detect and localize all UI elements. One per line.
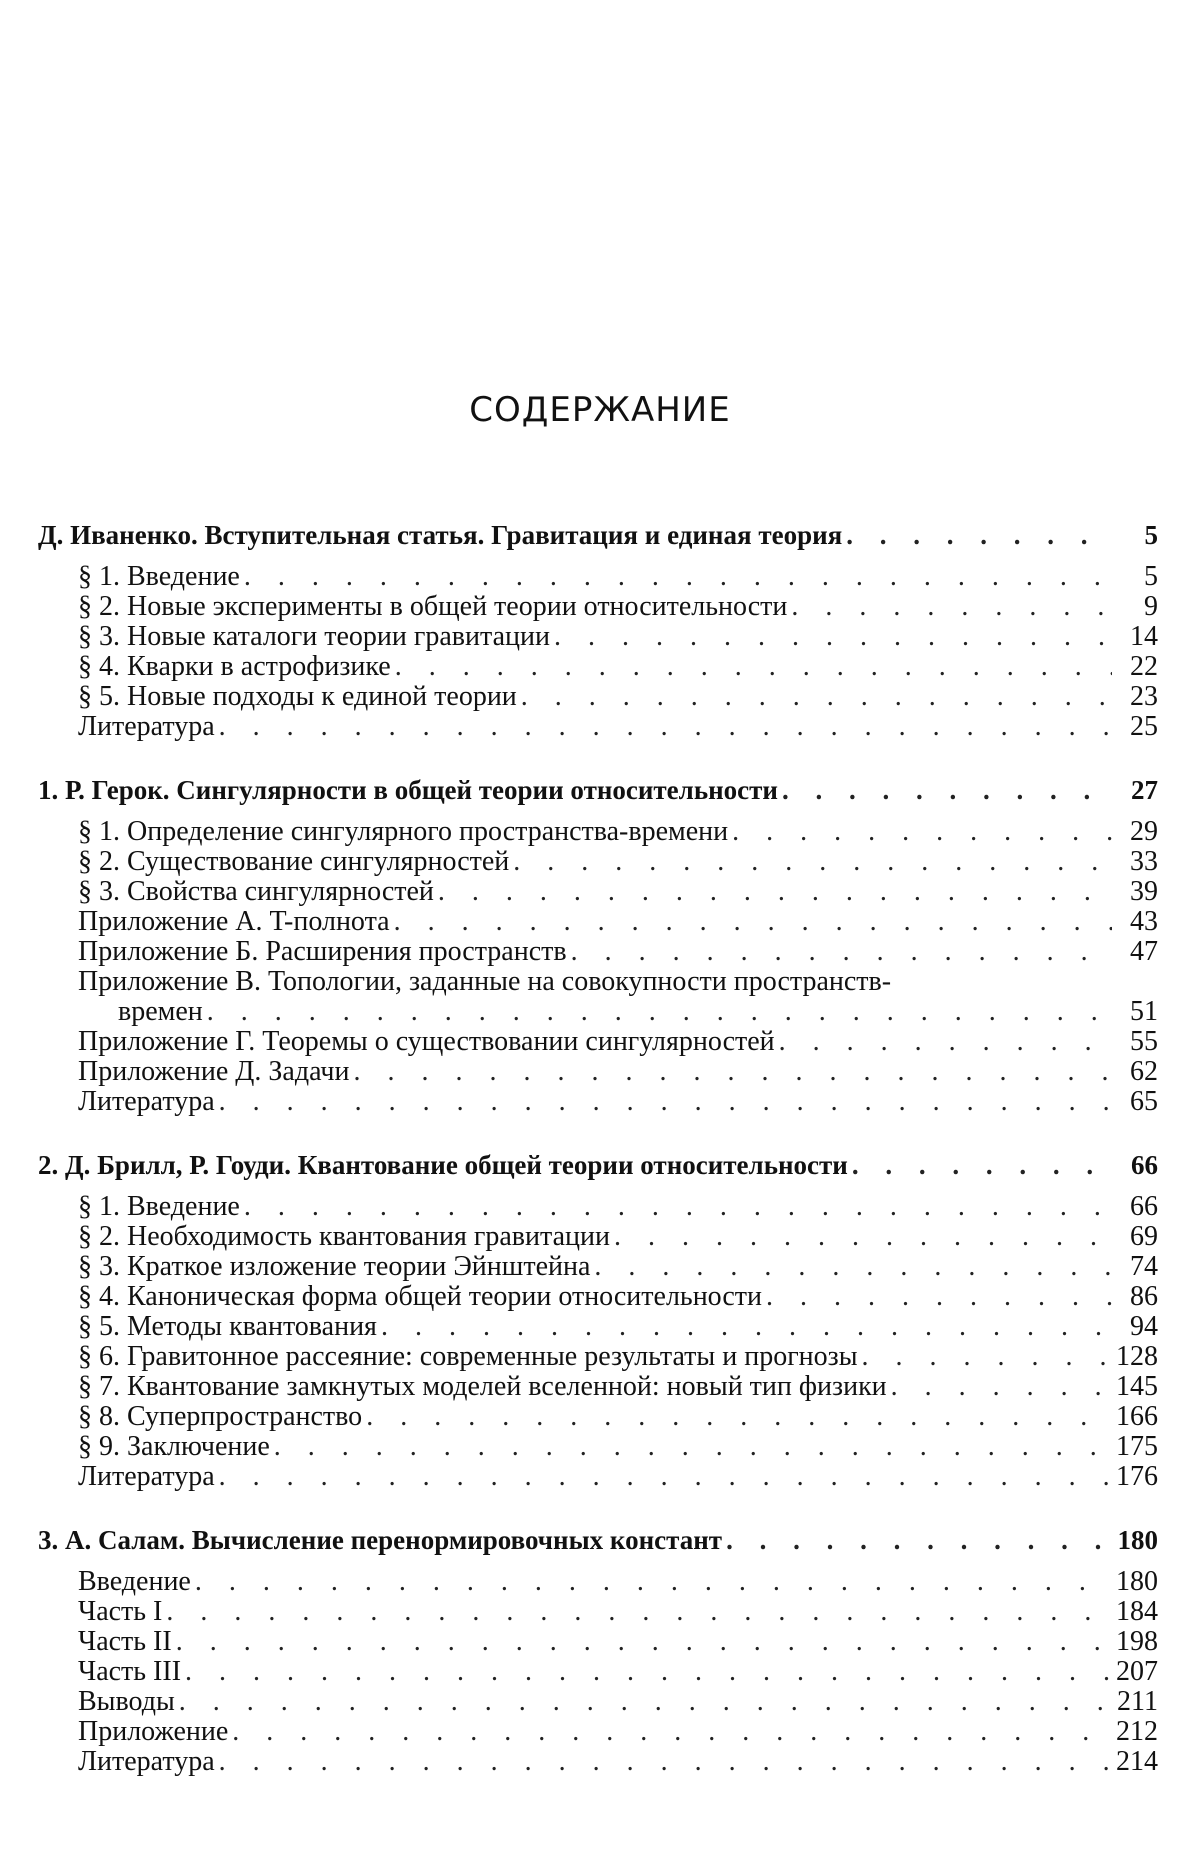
- entry-label: Введение: [78, 1566, 191, 1597]
- toc-entry: [78, 682, 1158, 712]
- toc-entry: [78, 1747, 1158, 1777]
- section-heading: [38, 775, 1158, 805]
- entry-label: § 3. Новые каталоги теории гравитации: [78, 621, 550, 652]
- entry-page-number: 66: [1130, 1191, 1158, 1222]
- table-of-contents: [38, 520, 1158, 1810]
- dot-leader: [353, 1057, 1112, 1087]
- entry-page-number: 211: [1117, 1686, 1158, 1717]
- section-heading: [38, 520, 1158, 550]
- toc-entry: [78, 847, 1158, 877]
- dot-leader: [779, 1027, 1112, 1057]
- entry-label: Приложение А. T-полнота: [78, 906, 390, 937]
- toc-entry: [78, 1372, 1158, 1402]
- dot-leader: [219, 1087, 1112, 1117]
- entry-label: § 1. Введение: [78, 1191, 240, 1222]
- toc-section: [38, 1150, 1158, 1492]
- entry-label: § 5. Методы квантования: [78, 1311, 377, 1342]
- entry-page-number: 29: [1130, 816, 1158, 847]
- dot-leader: [219, 1462, 1112, 1492]
- toc-section: [38, 1525, 1158, 1777]
- toc-entry: [78, 1597, 1158, 1627]
- toc-entry: [78, 592, 1158, 622]
- toc-entry: [78, 1402, 1158, 1432]
- entry-page-number: 74: [1130, 1251, 1158, 1282]
- dot-leader: [846, 520, 1112, 550]
- entry-label: Часть II: [78, 1626, 172, 1657]
- entry-label: § 2. Новые эксперименты в общей теории относительности: [78, 591, 788, 622]
- entry-label: § 7. Квантование замкнутых моделей вселенной: новый тип физики: [78, 1371, 887, 1402]
- dot-leader: [732, 817, 1112, 847]
- entry-page-number: 128: [1116, 1341, 1158, 1372]
- toc-entry: [78, 1057, 1158, 1087]
- entry-page-number: 180: [1116, 1566, 1158, 1597]
- section-entries: [78, 1567, 1158, 1777]
- toc-entry: [78, 1192, 1158, 1222]
- entry-label: Литература: [78, 1086, 215, 1117]
- toc-entry: [78, 1657, 1158, 1687]
- entry-label: Литература: [78, 1746, 215, 1777]
- entry-label-continuation: времен: [118, 996, 203, 1027]
- toc-entry: [78, 817, 1158, 847]
- section-entries: [78, 562, 1158, 742]
- entry-label: § 5. Новые подходы к единой теории: [78, 681, 517, 712]
- entry-page-number: 51: [1130, 996, 1158, 1027]
- entry-label: § 4. Каноническая форма общей теории относительности: [78, 1281, 763, 1312]
- entry-page-number: 47: [1130, 936, 1158, 967]
- toc-section: [38, 775, 1158, 1117]
- entry-page-number: 94: [1130, 1311, 1158, 1342]
- entry-label: § 2. Существование сингулярностей: [78, 846, 510, 877]
- entry-label: Приложение: [78, 1716, 229, 1747]
- toc-entry: [78, 652, 1158, 682]
- toc-entry: [78, 1027, 1158, 1057]
- entry-page-number: 207: [1116, 1656, 1158, 1687]
- dot-leader: [614, 1222, 1112, 1252]
- dot-leader: [521, 682, 1112, 712]
- toc-entry: [78, 877, 1158, 907]
- section-heading: [38, 1150, 1158, 1180]
- entry-label: § 4. Кварки в астрофизике: [78, 651, 391, 682]
- dot-leader: [891, 1372, 1112, 1402]
- toc-entry: [78, 1717, 1158, 1747]
- section-heading-label: 1. Р. Герок. Сингулярности в общей теории относительности: [38, 775, 778, 805]
- dot-leader: [594, 1252, 1112, 1282]
- entry-page-number: 184: [1116, 1596, 1158, 1627]
- dot-leader: [185, 1657, 1112, 1687]
- entry-label: Выводы: [78, 1686, 175, 1717]
- toc-entry: [78, 1567, 1158, 1597]
- toc-entry-continuation: [78, 997, 1158, 1027]
- section-heading-label: Д. Иваненко. Вступительная статья. Гравитация и единая теория: [38, 520, 843, 550]
- entry-label: Литература: [78, 1461, 215, 1492]
- entry-page-number: 39: [1130, 876, 1158, 907]
- toc-entry: [78, 1252, 1158, 1282]
- section-entries: [78, 817, 1158, 1117]
- toc-entry: [78, 562, 1158, 592]
- entry-page-number: 33: [1130, 846, 1158, 877]
- entry-label: § 9. Заключение: [78, 1431, 270, 1462]
- dot-leader: [166, 1597, 1112, 1627]
- toc-entry: [78, 1087, 1158, 1117]
- toc-entry: [78, 1222, 1158, 1252]
- entry-page-number: 25: [1130, 711, 1158, 742]
- entry-page-number: 62: [1130, 1056, 1158, 1087]
- section-heading-label: 3. А. Салам. Вычисление перенормировочных констант: [38, 1525, 723, 1555]
- section-entries: [78, 1192, 1158, 1492]
- dot-leader: [219, 712, 1112, 742]
- entry-label: § 1. Введение: [78, 561, 240, 592]
- toc-section: [38, 520, 1158, 742]
- toc-entry: [78, 712, 1158, 742]
- entry-label: Часть I: [78, 1596, 163, 1627]
- toc-entry: [78, 622, 1158, 652]
- page-title: СОДЕРЖАНИЕ: [469, 390, 731, 430]
- entry-page-number: 23: [1130, 681, 1158, 712]
- dot-leader: [395, 652, 1112, 682]
- entry-label: § 3. Краткое изложение теории Эйнштейна: [78, 1251, 591, 1282]
- entry-label: Приложение В. Топологии, заданные на совокупности пространств-: [78, 966, 892, 997]
- toc-entry: [78, 937, 1158, 967]
- dot-leader: [232, 1717, 1112, 1747]
- dot-leader: [244, 562, 1112, 592]
- entry-label: Литература: [78, 711, 215, 742]
- toc-entry: [78, 907, 1158, 937]
- entry-page-number: 43: [1130, 906, 1158, 937]
- dot-leader: [179, 1687, 1112, 1717]
- dot-leader: [726, 1525, 1112, 1555]
- entry-page-number: 86: [1130, 1281, 1158, 1312]
- entry-page-number: 9: [1144, 591, 1158, 622]
- dot-leader: [571, 937, 1112, 967]
- dot-leader: [244, 1192, 1112, 1222]
- entry-page-number: 212: [1116, 1716, 1158, 1747]
- dot-leader: [766, 1282, 1112, 1312]
- entry-label: Приложение Б. Расширения пространств: [78, 936, 567, 967]
- toc-entry: [78, 1312, 1158, 1342]
- dot-leader: [274, 1432, 1112, 1462]
- toc-entry: [78, 1282, 1158, 1312]
- dot-leader: [852, 1150, 1112, 1180]
- section-page-number: 180: [1117, 1525, 1158, 1555]
- toc-entry: [78, 967, 1158, 997]
- entry-label: Приложение Г. Теоремы о существовании сингулярностей: [78, 1026, 775, 1057]
- entry-label: § 6. Гравитонное рассеяние: современные результаты и прогнозы: [78, 1341, 858, 1372]
- entry-page-number: 55: [1130, 1026, 1158, 1057]
- entry-page-number: 65: [1130, 1086, 1158, 1117]
- toc-entry: [78, 1627, 1158, 1657]
- entry-page-number: 14: [1130, 621, 1158, 652]
- section-page-number: 5: [1144, 520, 1158, 550]
- dot-leader: [791, 592, 1112, 622]
- dot-leader: [366, 1402, 1112, 1432]
- entry-label: § 1. Определение сингулярного пространства-времени: [78, 816, 729, 847]
- entry-page-number: 175: [1116, 1431, 1158, 1462]
- toc-entry: [78, 1432, 1158, 1462]
- dot-leader: [782, 775, 1112, 805]
- dot-leader: [438, 877, 1112, 907]
- dot-leader: [207, 997, 1112, 1027]
- dot-leader: [554, 622, 1112, 652]
- toc-entry: [78, 1687, 1158, 1717]
- entry-page-number: 166: [1116, 1401, 1158, 1432]
- dot-leader: [862, 1342, 1112, 1372]
- entry-label: § 3. Свойства сингулярностей: [78, 876, 434, 907]
- entry-page-number: 198: [1116, 1626, 1158, 1657]
- entry-page-number: 214: [1116, 1746, 1158, 1777]
- dot-leader: [394, 907, 1112, 937]
- entry-label: § 8. Суперпространство: [78, 1401, 363, 1432]
- dot-leader: [381, 1312, 1112, 1342]
- entry-label: Часть III: [78, 1656, 182, 1687]
- dot-leader: [176, 1627, 1112, 1657]
- dot-leader: [195, 1567, 1112, 1597]
- entry-page-number: 5: [1144, 561, 1158, 592]
- entry-page-number: 22: [1130, 651, 1158, 682]
- entry-page-number: 176: [1116, 1461, 1158, 1492]
- dot-leader: [513, 847, 1112, 877]
- entry-page-number: 145: [1116, 1371, 1158, 1402]
- section-page-number: 27: [1131, 775, 1158, 805]
- dot-leader: [219, 1747, 1112, 1777]
- section-heading-label: 2. Д. Брилл, Р. Гоуди. Квантование общей теории относительности: [38, 1150, 848, 1180]
- section-heading: [38, 1525, 1158, 1555]
- section-page-number: 66: [1131, 1150, 1158, 1180]
- entry-label: Приложение Д. Задачи: [78, 1056, 350, 1087]
- entry-label: § 2. Необходимость квантования гравитации: [78, 1221, 610, 1252]
- toc-entry: [78, 1342, 1158, 1372]
- entry-page-number: 69: [1130, 1221, 1158, 1252]
- toc-entry: [78, 1462, 1158, 1492]
